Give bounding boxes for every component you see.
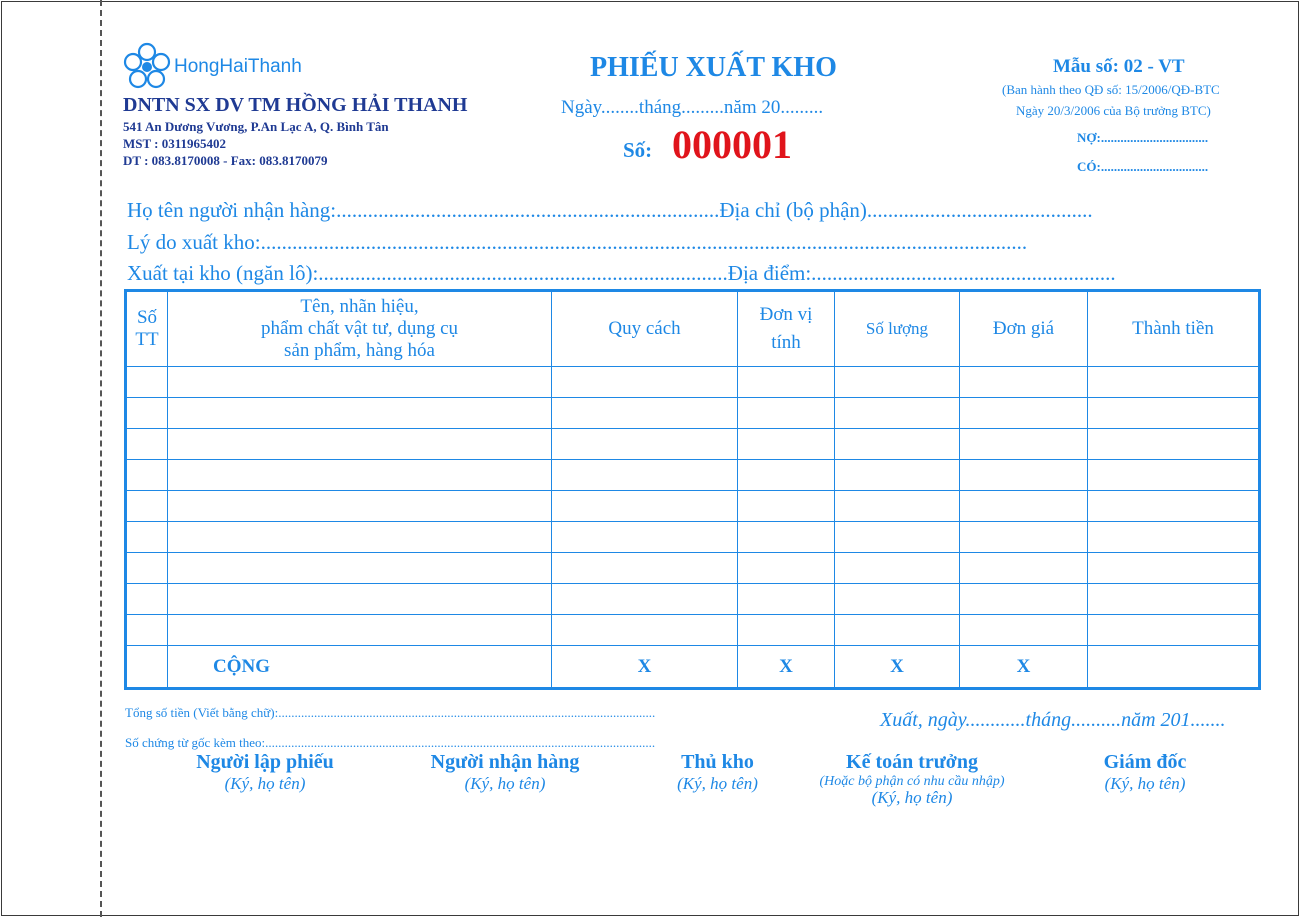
signature-director-title: Giám đốc: [1103, 751, 1187, 773]
cell-spec[interactable]: [552, 460, 738, 491]
cell-unit[interactable]: [738, 615, 835, 646]
cell-amount[interactable]: [1088, 584, 1260, 615]
cell-quantity[interactable]: [835, 553, 960, 584]
cell-amount[interactable]: [1088, 398, 1260, 429]
cell-spec[interactable]: [552, 584, 738, 615]
cell-unit-price[interactable]: [960, 429, 1088, 460]
signature-chief-accountant: [792, 751, 1032, 808]
cell-unit[interactable]: [738, 553, 835, 584]
total-in-words-field[interactable]: Tổng số tiền (Viết bằng chữ):....................................................................................................................: [125, 705, 656, 720]
cell-stt[interactable]: [126, 460, 168, 491]
cell-quantity[interactable]: [835, 460, 960, 491]
cell-spec[interactable]: [552, 429, 738, 460]
debit-account-field[interactable]: NỢ:.................................: [1077, 130, 1209, 145]
total-unit-x: X: [738, 646, 835, 689]
signature-storekeeper-sub: (Ký, họ tên): [677, 774, 758, 793]
cell-unit[interactable]: [738, 460, 835, 491]
total-label: CỘNG: [168, 646, 552, 689]
total-row: [126, 646, 1260, 689]
cell-unit-price[interactable]: [960, 522, 1088, 553]
goods-table: [124, 289, 1261, 690]
cell-item-name[interactable]: [168, 367, 552, 398]
cell-amount[interactable]: [1088, 491, 1260, 522]
col-header-unit-line2: tính: [771, 332, 801, 353]
flower-logo-icon: [122, 42, 172, 92]
cell-stt[interactable]: [126, 553, 168, 584]
cell-stt[interactable]: [126, 429, 168, 460]
cell-unit-price[interactable]: [960, 615, 1088, 646]
cell-item-name[interactable]: [168, 615, 552, 646]
table-row: [126, 367, 1260, 398]
signature-preparer: [175, 751, 355, 794]
cell-item-name[interactable]: [168, 584, 552, 615]
cell-unit-price[interactable]: [960, 553, 1088, 584]
cell-amount[interactable]: [1088, 615, 1260, 646]
table-row: [126, 398, 1260, 429]
company-tax-code: MST : 0311965402: [123, 136, 227, 151]
signature-preparer-sub: (Ký, họ tên): [224, 774, 306, 793]
total-cell-stt: [126, 646, 168, 689]
cell-quantity[interactable]: [835, 429, 960, 460]
cell-item-name[interactable]: [168, 553, 552, 584]
cell-unit[interactable]: [738, 367, 835, 398]
table-row: [126, 460, 1260, 491]
cell-spec[interactable]: [552, 491, 738, 522]
cell-spec[interactable]: [552, 398, 738, 429]
cell-unit[interactable]: [738, 398, 835, 429]
issued-decision-line-2: Ngày 20/3/2006 của Bộ trưởng BTC): [1016, 103, 1211, 118]
cell-quantity[interactable]: [835, 584, 960, 615]
company-address: 541 An Dương Vương, P.An Lạc A, Q. Bình Tân: [123, 119, 389, 134]
col-header-unit-line1: Đơn vị: [759, 304, 813, 325]
cell-stt[interactable]: [126, 615, 168, 646]
cell-unit-price[interactable]: [960, 491, 1088, 522]
cell-item-name[interactable]: [168, 429, 552, 460]
cell-spec[interactable]: [552, 367, 738, 398]
cell-stt[interactable]: [126, 398, 168, 429]
cell-quantity[interactable]: [835, 367, 960, 398]
cell-unit-price[interactable]: [960, 398, 1088, 429]
cell-unit-price[interactable]: [960, 460, 1088, 491]
col-header-stt-line2: TT: [135, 329, 159, 350]
cell-quantity[interactable]: [835, 398, 960, 429]
cell-quantity[interactable]: [835, 615, 960, 646]
cell-unit[interactable]: [738, 584, 835, 615]
signature-chief-accountant-note: (Hoặc bộ phận có nhu cầu nhập): [819, 774, 1005, 789]
receiver-name-field[interactable]: Họ tên người nhận hàng:.........................................................................Địa chỉ (bộ phận)...........................................: [127, 198, 1093, 222]
signature-preparer-title: Người lập phiếu: [196, 751, 334, 773]
company-name: DNTN SX DV TM HỒNG HẢI THANH: [123, 94, 468, 116]
cell-stt[interactable]: [126, 584, 168, 615]
table-row: [126, 553, 1260, 584]
total-qty-x: X: [835, 646, 960, 689]
signature-storekeeper-title: Thủ kho: [681, 751, 754, 773]
col-header-item-name-line2: phẩm chất vật tư, dụng cụ: [260, 318, 459, 339]
cell-item-name[interactable]: [168, 460, 552, 491]
cell-unit-price[interactable]: [960, 367, 1088, 398]
col-header-stt: [126, 291, 168, 367]
cell-stt[interactable]: [126, 367, 168, 398]
total-amount-cell[interactable]: [1088, 646, 1260, 689]
document-date-line: Ngày........tháng.........năm 20.........: [561, 97, 824, 118]
cell-item-name[interactable]: [168, 522, 552, 553]
signature-storekeeper: [655, 751, 780, 794]
serial-number: 000001: [672, 122, 792, 167]
cell-amount[interactable]: [1088, 367, 1260, 398]
col-header-quantity: Số lượng: [835, 291, 960, 367]
cell-amount[interactable]: [1088, 522, 1260, 553]
table-row: [126, 429, 1260, 460]
signature-receiver-sub: (Ký, họ tên): [464, 774, 546, 793]
export-date-line: Xuất, ngày............tháng..........năm 201.......: [880, 709, 1226, 731]
cell-quantity[interactable]: [835, 491, 960, 522]
export-reason-field[interactable]: Lý do xuất kho:..................................................................................................................................................: [127, 230, 1028, 254]
total-spec-x: X: [552, 646, 738, 689]
cell-quantity[interactable]: [835, 522, 960, 553]
signature-director-sub: (Ký, họ tên): [1104, 774, 1186, 793]
credit-account-field[interactable]: CÓ:.................................: [1077, 159, 1209, 174]
table-row: [126, 584, 1260, 615]
total-price-x: X: [960, 646, 1088, 689]
table-header-row: [126, 291, 1260, 367]
table-row: [126, 491, 1260, 522]
form-code: Mẫu số: 02 - VT: [1053, 56, 1185, 77]
issued-decision-line-1: (Ban hành theo QĐ số: 15/2006/QĐ-BTC: [1002, 82, 1220, 97]
cell-unit[interactable]: [738, 491, 835, 522]
cell-item-name[interactable]: [168, 491, 552, 522]
cell-unit[interactable]: [738, 522, 835, 553]
cell-amount[interactable]: [1088, 460, 1260, 491]
col-header-unit: [738, 291, 835, 367]
document-title: PHIẾU XUẤT KHO: [590, 52, 837, 83]
col-header-spec: Quy cách: [552, 291, 738, 367]
cell-amount[interactable]: [1088, 429, 1260, 460]
cell-spec[interactable]: [552, 615, 738, 646]
company-logo: [122, 42, 302, 92]
signature-receiver: [410, 751, 600, 794]
signature-chief-accountant-title: Kế toán trưởng: [846, 751, 978, 773]
table-row: [126, 522, 1260, 553]
col-header-item-name-line3: sản phẩm, hàng hóa: [284, 340, 435, 361]
cell-spec[interactable]: [552, 553, 738, 584]
signature-chief-accountant-sub: (Ký, họ tên): [871, 788, 953, 807]
warehouse-location-field[interactable]: Xuất tại kho (ngăn lô):..............................................................................Địa điểm:..........................................................: [127, 261, 1116, 285]
perforation-line: [100, 0, 102, 917]
cell-unit-price[interactable]: [960, 584, 1088, 615]
cell-spec[interactable]: [552, 522, 738, 553]
table-row: [126, 615, 1260, 646]
attached-documents-field[interactable]: Số chứng từ gốc kèm theo:........................................................................................................................: [125, 735, 656, 750]
cell-stt[interactable]: [126, 491, 168, 522]
signature-receiver-title: Người nhận hàng: [430, 751, 580, 773]
col-header-amount: Thành tiền: [1088, 291, 1260, 367]
col-header-stt-line1: Số: [136, 307, 158, 328]
cell-amount[interactable]: [1088, 553, 1260, 584]
col-header-item-name: [168, 291, 552, 367]
col-header-item-name-line1: Tên, nhãn hiệu,: [300, 296, 419, 317]
company-phone-fax: DT : 083.8170008 - Fax: 083.8170079: [123, 153, 328, 168]
cell-unit[interactable]: [738, 429, 835, 460]
serial-number-label: Số:: [623, 138, 653, 162]
signature-director: [1085, 751, 1205, 794]
cell-stt[interactable]: [126, 522, 168, 553]
col-header-unit-price: Đơn giá: [960, 291, 1088, 367]
logo-text: HongHaiThanh: [174, 56, 302, 77]
cell-item-name[interactable]: [168, 398, 552, 429]
